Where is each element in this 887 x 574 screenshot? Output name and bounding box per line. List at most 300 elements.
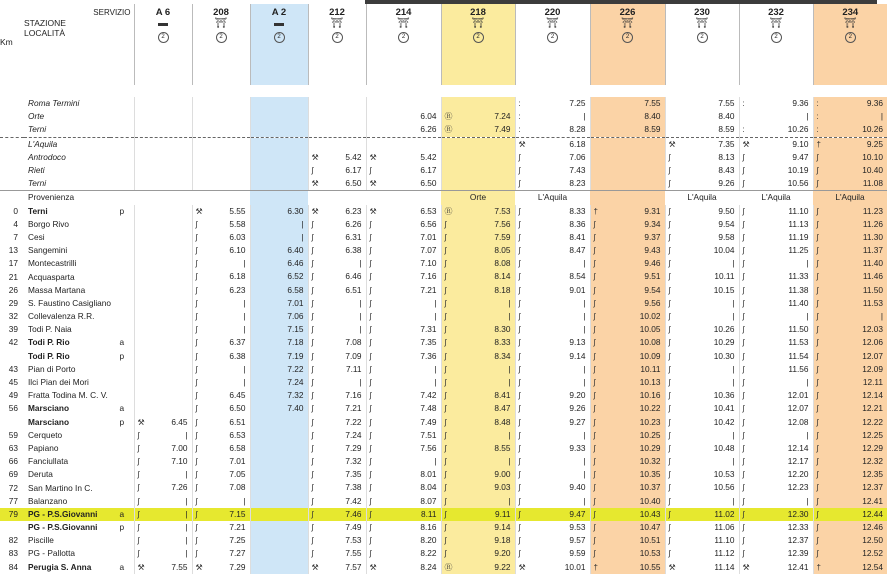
station-name: Fanciullata: [24, 455, 110, 468]
time-value: 12.07: [788, 402, 809, 415]
time-value: 11.56: [788, 363, 808, 376]
note-icon: ʃ: [519, 442, 521, 455]
note-icon: ʃ: [445, 521, 447, 534]
time-cell: [441, 376, 515, 389]
time-cell: [366, 481, 441, 494]
class-badge: 2: [771, 32, 782, 43]
time-value: |: [732, 455, 734, 468]
arr-dep-mark: [110, 177, 134, 191]
note-icon: ʃ: [743, 495, 745, 508]
km-cell: 56: [0, 402, 24, 415]
note-icon: ʃ: [138, 455, 140, 468]
note-icon: ʃ: [312, 547, 314, 560]
time-value: |: [185, 534, 187, 547]
time-cell: [813, 495, 887, 508]
train-icon: ⛩: [666, 18, 739, 30]
time-cell: [134, 521, 192, 534]
timetable-row: [0, 561, 887, 574]
note-icon: ʃ: [196, 350, 198, 363]
time-cell: [308, 323, 366, 336]
time-value: 12.23: [788, 481, 809, 494]
train-icon: ⛩: [740, 18, 813, 30]
provenienza-cell: [590, 191, 665, 205]
train-number: 218: [442, 7, 515, 18]
note-icon: ʃ: [312, 231, 314, 244]
time-value: 7.32: [345, 455, 361, 468]
time-value: |: [806, 429, 808, 442]
provenienza-cell: [366, 191, 441, 205]
time-value: 7.43: [569, 164, 585, 177]
time-cell: [813, 151, 887, 164]
timetable-row: [0, 297, 887, 310]
time-cell: [192, 429, 250, 442]
time-value: 6.45: [171, 416, 187, 429]
time-value: 11.54: [788, 350, 808, 363]
arr-dep-mark: [110, 495, 134, 508]
time-cell: [739, 244, 813, 257]
time-value: 10.40: [862, 164, 883, 177]
time-cell: [366, 561, 441, 574]
note-icon: ʃ: [743, 481, 745, 494]
note-icon: ʃ: [743, 270, 745, 283]
time-value: 10.09: [640, 350, 661, 363]
time-value: 7.21: [345, 402, 361, 415]
train-number: A 6: [135, 7, 192, 18]
time-value: 10.35: [640, 468, 661, 481]
note-icon: ʃ: [445, 468, 447, 481]
time-value: 7.08: [345, 336, 361, 349]
time-value: |: [508, 495, 510, 508]
note-icon: ʃ: [594, 350, 596, 363]
time-value: 11.14: [714, 561, 734, 574]
provenienza-label: Provenienza: [24, 191, 134, 205]
note-icon: ʃ: [445, 244, 447, 257]
time-value: 10.56: [788, 177, 809, 190]
note-icon: ʃ: [594, 442, 596, 455]
time-value: 11.30: [863, 231, 883, 244]
time-cell: [515, 270, 590, 283]
time-cell: [308, 177, 366, 191]
time-cell: [134, 350, 192, 363]
class-badge: 2: [473, 32, 484, 43]
time-cell: [250, 270, 308, 283]
time-value: 8.22: [420, 547, 436, 560]
time-cell: [250, 323, 308, 336]
timetable-row: [0, 455, 887, 468]
time-cell: [441, 495, 515, 508]
time-value: 10.22: [640, 402, 661, 415]
time-cell: [441, 284, 515, 297]
note-icon: ʃ: [594, 244, 596, 257]
time-cell: [590, 218, 665, 231]
time-cell: [308, 455, 366, 468]
time-value: 6.46: [345, 270, 361, 283]
time-value: 10.48: [714, 442, 735, 455]
note-icon: ʃ: [594, 481, 596, 494]
provenienza-cell: [192, 191, 250, 205]
hammer-icon: ⚒: [743, 138, 750, 151]
note-icon: ʃ: [519, 164, 521, 177]
time-value: |: [806, 110, 808, 123]
km-cell: [0, 350, 24, 363]
train-header: [515, 4, 590, 85]
time-cell: [665, 231, 739, 244]
time-cell: [515, 350, 590, 363]
time-cell: [366, 310, 441, 323]
hammer-icon: ⚒: [669, 561, 676, 574]
arr-dep-mark: [110, 151, 134, 164]
time-value: 12.52: [862, 547, 883, 560]
station-name: Borgo Rivo: [24, 218, 110, 231]
arr-dep-mark: [110, 376, 134, 389]
time-cell: [813, 244, 887, 257]
time-value: 9.54: [644, 284, 660, 297]
time-cell: [192, 310, 250, 323]
time-value: 9.58: [718, 231, 734, 244]
time-cell: [515, 297, 590, 310]
time-cell: [515, 164, 590, 177]
time-cell: [308, 402, 366, 415]
time-cell: [515, 244, 590, 257]
note-icon: ʃ: [743, 468, 745, 481]
timetable-row: [0, 123, 887, 137]
note-icon: ʃ: [312, 495, 314, 508]
time-cell: [590, 270, 665, 283]
time-cell: [515, 323, 590, 336]
station-name: Ilci Pian dei Mori: [24, 376, 110, 389]
km-cell: 83: [0, 547, 24, 560]
time-cell: [366, 350, 441, 363]
time-cell: [813, 164, 887, 177]
time-cell: [813, 297, 887, 310]
time-cell: [134, 205, 192, 218]
time-cell: [739, 257, 813, 270]
time-value: |: [583, 495, 585, 508]
time-cell: [739, 363, 813, 376]
timetable-row: [0, 402, 887, 415]
time-cell: [515, 110, 590, 123]
time-value: 6.38: [229, 350, 245, 363]
time-value: 10.04: [714, 244, 735, 257]
time-value: 7.38: [345, 481, 361, 494]
time-value: 7.59: [494, 231, 510, 244]
time-cell: [441, 97, 515, 110]
note-icon: ʃ: [594, 284, 596, 297]
time-value: 12.35: [862, 468, 883, 481]
note-icon: ʃ: [519, 257, 521, 270]
time-cell: [250, 561, 308, 574]
note-icon: ʃ: [594, 310, 596, 323]
arr-dep-mark: [110, 534, 134, 547]
note-icon: ʃ: [669, 468, 671, 481]
time-value: 8.07: [420, 495, 436, 508]
note-icon: ʃ: [196, 416, 198, 429]
time-value: 6.56: [420, 218, 436, 231]
time-value: 9.36: [792, 97, 808, 110]
time-cell: [192, 205, 250, 218]
time-value: 8.23: [569, 177, 585, 190]
station-name: Roma Termini: [24, 97, 110, 110]
note-icon: ʃ: [817, 363, 819, 376]
arr-dep-mark: [110, 97, 134, 110]
time-value: 12.20: [788, 468, 809, 481]
note-icon: ʃ: [594, 231, 596, 244]
time-value: |: [185, 521, 187, 534]
station-name: Perugia S. Anna: [24, 561, 110, 574]
time-cell: [192, 177, 250, 191]
time-value: |: [732, 257, 734, 270]
time-cell: [441, 110, 515, 123]
time-cell: [250, 429, 308, 442]
note-icon: ʃ: [370, 402, 372, 415]
time-value: 8.33: [494, 336, 510, 349]
timetable-row: [0, 442, 887, 455]
station-name: Terni: [24, 205, 110, 218]
time-cell: [739, 389, 813, 402]
note-icon: ʃ: [817, 429, 819, 442]
time-value: 10.42: [714, 416, 735, 429]
class-badge: 2: [216, 32, 227, 43]
timetable-row: [0, 323, 887, 336]
time-cell: [590, 284, 665, 297]
time-value: 7.55: [345, 547, 361, 560]
time-cell: [366, 521, 441, 534]
time-cell: [308, 244, 366, 257]
note-icon: ʃ: [312, 297, 314, 310]
note-icon: ʃ: [312, 402, 314, 415]
train-number: 230: [666, 7, 739, 18]
note-icon: ʃ: [445, 336, 447, 349]
time-cell: [441, 508, 515, 521]
time-cell: [134, 177, 192, 191]
time-value: 12.17: [788, 455, 809, 468]
train-header: [739, 4, 813, 85]
time-cell: [441, 521, 515, 534]
time-cell: [739, 297, 813, 310]
arr-dep-mark: p: [110, 416, 134, 429]
time-cell: [739, 123, 813, 137]
hammer-icon: ⚒: [743, 561, 750, 574]
time-cell: [590, 177, 665, 191]
time-value: 10.32: [640, 455, 661, 468]
km-cell: 26: [0, 284, 24, 297]
note-icon: ʃ: [594, 376, 596, 389]
time-cell: [515, 257, 590, 270]
time-value: 10.37: [640, 481, 661, 494]
note-icon: ʃ: [669, 177, 671, 190]
time-value: |: [508, 455, 510, 468]
reservation-icon: Ⓡ: [445, 205, 453, 218]
note-icon: ʃ: [312, 284, 314, 297]
time-cell: [739, 323, 813, 336]
time-cell: [366, 495, 441, 508]
km-cell: [0, 521, 24, 534]
note-icon: ʃ: [196, 481, 198, 494]
time-cell: [441, 468, 515, 481]
time-cell: [192, 442, 250, 455]
time-value: 12.44: [862, 508, 883, 521]
note-icon: ʃ: [370, 218, 372, 231]
note-icon: ʃ: [743, 310, 745, 323]
time-cell: [134, 310, 192, 323]
time-cell: [250, 468, 308, 481]
time-value: 7.11: [346, 363, 362, 376]
note-icon: ʃ: [594, 363, 596, 376]
km-cell: 39: [0, 323, 24, 336]
time-value: |: [434, 455, 436, 468]
time-cell: [134, 508, 192, 521]
time-cell: [739, 218, 813, 231]
class-badge: 2: [547, 32, 558, 43]
time-value: 9.34: [644, 218, 660, 231]
note-icon: ʃ: [743, 177, 745, 190]
arr-dep-mark: [110, 323, 134, 336]
arr-dep-mark: a: [110, 561, 134, 574]
time-cell: [308, 389, 366, 402]
time-cell: [250, 151, 308, 164]
time-cell: [250, 123, 308, 137]
timetable-row: [0, 336, 887, 349]
time-cell: [134, 164, 192, 177]
note-icon: ʃ: [138, 468, 140, 481]
note-icon: ʃ: [196, 534, 198, 547]
time-cell: [813, 310, 887, 323]
note-icon: ʃ: [743, 231, 745, 244]
time-value: 10.15: [714, 284, 735, 297]
note-icon: ʃ: [669, 151, 671, 164]
time-value: 7.55: [718, 97, 734, 110]
time-cell: [665, 561, 739, 574]
note-icon: ʃ: [669, 284, 671, 297]
time-value: 6.37: [229, 336, 245, 349]
time-cell: [739, 164, 813, 177]
time-value: 12.08: [788, 416, 809, 429]
provenienza-cell: L'Aquila: [739, 191, 813, 205]
train-number: A 2: [251, 7, 308, 18]
time-cell: [250, 455, 308, 468]
time-cell: [813, 534, 887, 547]
timetable-row: [0, 244, 887, 257]
time-value: 6.51: [345, 284, 361, 297]
time-cell: [441, 547, 515, 560]
station-name: L'Aquila: [24, 137, 110, 151]
time-value: |: [301, 231, 303, 244]
note-icon: ʃ: [743, 164, 745, 177]
time-value: 10.53: [640, 547, 661, 560]
note-icon: ʃ: [312, 164, 314, 177]
note-icon: ʃ: [817, 218, 819, 231]
note-icon: ʃ: [370, 508, 372, 521]
time-cell: [590, 164, 665, 177]
time-cell: [366, 547, 441, 560]
note-icon: ʃ: [519, 244, 521, 257]
time-cell: [665, 508, 739, 521]
time-cell: [250, 416, 308, 429]
reservation-icon: Ⓡ: [445, 110, 453, 123]
time-value: 7.49: [420, 416, 436, 429]
provenienza-cell: L'Aquila: [515, 191, 590, 205]
time-value: 9.54: [718, 218, 734, 231]
time-value: 6.51: [229, 416, 245, 429]
time-cell: [441, 323, 515, 336]
timetable-row: [0, 468, 887, 481]
cross-icon: †: [594, 561, 598, 574]
timetable-row: [0, 508, 887, 521]
station-name: Orte: [24, 110, 110, 123]
time-value: 9.11: [495, 508, 511, 521]
time-cell: [813, 350, 887, 363]
note-icon: ʃ: [519, 429, 521, 442]
km-cell: [0, 164, 24, 177]
time-cell: [308, 547, 366, 560]
time-cell: [308, 534, 366, 547]
cross-icon: †: [817, 138, 821, 151]
time-value: 7.55: [644, 97, 660, 110]
time-value: 9.13: [569, 336, 585, 349]
time-value: |: [185, 495, 187, 508]
time-value: 7.57: [345, 561, 361, 574]
note-icon: ʃ: [817, 534, 819, 547]
station-name: San Martino In C.: [24, 481, 110, 494]
time-value: 8.24: [420, 561, 436, 574]
note-icon: ʃ: [312, 508, 314, 521]
km-cell: 69: [0, 468, 24, 481]
note-icon: ʃ: [519, 534, 521, 547]
time-value: 9.27: [569, 416, 585, 429]
note-icon: ʃ: [370, 376, 372, 389]
class-badge: 2: [398, 32, 409, 43]
time-value: 9.51: [644, 270, 660, 283]
train-number: 214: [367, 7, 441, 18]
time-value: 8.11: [421, 508, 437, 521]
time-cell: [590, 297, 665, 310]
note-icon: ʃ: [743, 284, 745, 297]
station-name: Cesi: [24, 231, 110, 244]
time-value: |: [185, 508, 187, 521]
time-value: 11.10: [714, 534, 734, 547]
time-value: 10.05: [640, 323, 661, 336]
time-value: 6.23: [229, 284, 245, 297]
time-value: 7.49: [494, 123, 510, 136]
note-icon: ʃ: [519, 270, 521, 283]
time-value: 12.50: [862, 534, 883, 547]
time-cell: [813, 561, 887, 574]
time-cell: [192, 350, 250, 363]
time-cell: [250, 110, 308, 123]
time-value: 7.56: [420, 442, 436, 455]
time-value: |: [434, 376, 436, 389]
note-icon: ʃ: [196, 363, 198, 376]
time-value: |: [583, 376, 585, 389]
note-icon: ʃ: [594, 323, 596, 336]
time-cell: [192, 495, 250, 508]
time-cell: [308, 508, 366, 521]
note-icon: ʃ: [445, 455, 447, 468]
note-icon: ʃ: [669, 429, 671, 442]
time-cell: [134, 244, 192, 257]
time-cell: [515, 508, 590, 521]
note-icon: ʃ: [519, 284, 521, 297]
note-icon: ʃ: [519, 151, 521, 164]
note-icon: ʃ: [594, 218, 596, 231]
note-icon: ʃ: [196, 389, 198, 402]
time-value: 11.23: [863, 205, 883, 218]
time-cell: [665, 481, 739, 494]
time-cell: [134, 137, 192, 151]
time-cell: [813, 416, 887, 429]
class-badge: 2: [622, 32, 633, 43]
note-icon: ʃ: [196, 455, 198, 468]
